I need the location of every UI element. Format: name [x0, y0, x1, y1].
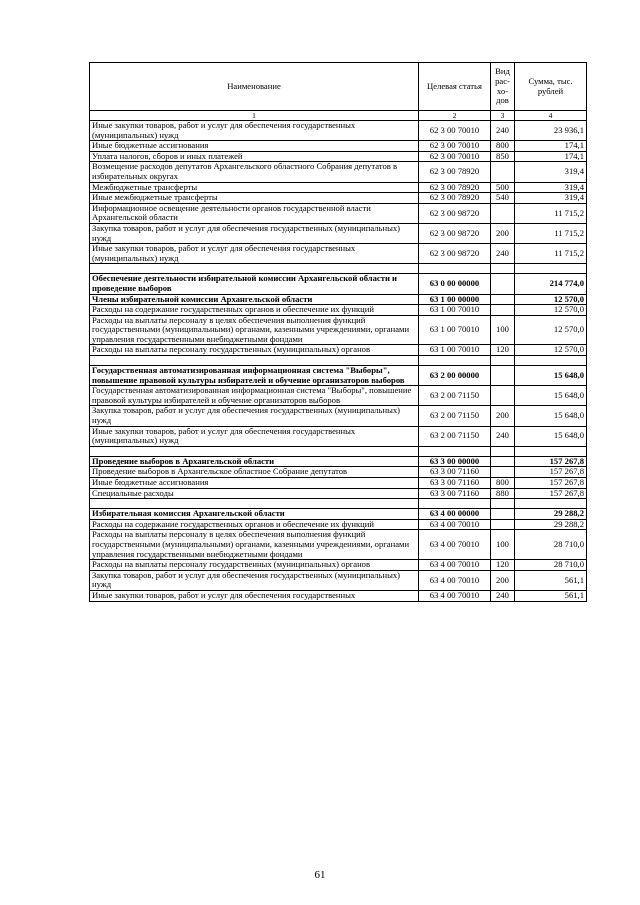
- empty-cell: [90, 264, 419, 274]
- table-row: [90, 406, 587, 426]
- row-code: 63 1 00 70010: [419, 315, 491, 345]
- row-vid: 850: [491, 151, 515, 162]
- row-sum: 28 710,0: [515, 530, 587, 560]
- row-code: 63 3 00 71160: [419, 478, 491, 489]
- empty-cell: [515, 446, 587, 456]
- row-code: 63 2 00 71150: [419, 426, 491, 446]
- column-number: 1: [90, 111, 419, 121]
- row-sum: 29 288,2: [515, 509, 587, 520]
- empty-cell: [419, 499, 491, 509]
- row-code: 63 4 00 70010: [419, 519, 491, 530]
- row-name: Закупка товаров, работ и услуг для обеспечения государственных (муниципальных) нужд: [90, 223, 419, 243]
- table-row: [90, 519, 587, 530]
- row-vid: 200: [491, 223, 515, 243]
- row-vid: [491, 467, 515, 478]
- row-name: Проведение выборов в Архангельской области: [90, 456, 419, 467]
- row-code: 63 4 00 70010: [419, 590, 491, 601]
- table-row: [90, 151, 587, 162]
- row-code: 63 4 00 70010: [419, 560, 491, 571]
- row-code: 63 3 00 00000: [419, 456, 491, 467]
- table-row: [90, 223, 587, 243]
- row-name: Иные бюджетные ассигнования: [90, 478, 419, 489]
- empty-cell: [90, 499, 419, 509]
- spacer-row: [90, 356, 587, 366]
- row-code: 63 4 00 70010: [419, 530, 491, 560]
- row-sum: 214 774,0: [515, 274, 587, 294]
- row-code: 62 3 00 70010: [419, 141, 491, 152]
- row-vid: [491, 203, 515, 223]
- row-name: Государственная автоматизированная информационная система "Выборы", повышение правовой культуры избирателей и обучение организаторов выборов: [90, 366, 419, 386]
- row-code: 62 3 00 70010: [419, 151, 491, 162]
- row-sum: 11 715,2: [515, 223, 587, 243]
- row-vid: [491, 162, 515, 182]
- table-body: [90, 121, 587, 602]
- row-sum: 12 570,0: [515, 305, 587, 316]
- row-sum: 15 648,0: [515, 406, 587, 426]
- row-vid: 800: [491, 141, 515, 152]
- row-sum: 561,1: [515, 570, 587, 590]
- row-vid: [491, 366, 515, 386]
- row-sum: 157 267,8: [515, 488, 587, 499]
- row-vid: [491, 294, 515, 305]
- header-name: Наименование: [90, 63, 419, 111]
- page-number: 61: [314, 869, 326, 881]
- row-vid: [491, 509, 515, 520]
- row-name: Члены избирательной комиссии Архангельской области: [90, 294, 419, 305]
- row-vid: 100: [491, 315, 515, 345]
- table-row: [90, 509, 587, 520]
- empty-cell: [419, 264, 491, 274]
- row-name: Расходы на выплаты персоналу государственных (муниципальных) органов: [90, 560, 419, 571]
- table-row: [90, 570, 587, 590]
- row-code: 63 2 00 00000: [419, 366, 491, 386]
- table-row: [90, 294, 587, 305]
- header-code: Целевая статья: [419, 63, 491, 111]
- row-sum: 15 648,0: [515, 386, 587, 406]
- table-row: [90, 530, 587, 560]
- row-vid: 240: [491, 121, 515, 141]
- row-name: Межбюджетные трансферты: [90, 182, 419, 193]
- row-sum: 174,1: [515, 151, 587, 162]
- empty-cell: [491, 499, 515, 509]
- empty-cell: [515, 499, 587, 509]
- table-row: [90, 488, 587, 499]
- column-number: 4: [515, 111, 587, 121]
- row-vid: [491, 386, 515, 406]
- row-sum: 29 288,2: [515, 519, 587, 530]
- row-name: Расходы на выплаты персоналу государственных (муниципальных) органов: [90, 345, 419, 356]
- row-code: 62 3 00 98720: [419, 223, 491, 243]
- empty-cell: [491, 264, 515, 274]
- row-code: 62 3 00 70010: [419, 121, 491, 141]
- row-code: 62 3 00 98720: [419, 244, 491, 264]
- row-code: 63 4 00 70010: [419, 570, 491, 590]
- row-vid: [491, 305, 515, 316]
- row-name: Расходы на выплаты персоналу в целях обеспечения выполнения функций государственными (муниципальными) органами, казенными учреждениями, органами управления государственными внебюджетными фондами: [90, 315, 419, 345]
- table-row: [90, 244, 587, 264]
- row-sum: 319,4: [515, 193, 587, 204]
- row-name: Иные закупки товаров, работ и услуг для обеспечения государственных (муниципальных) нужд: [90, 426, 419, 446]
- row-sum: 157 267,8: [515, 456, 587, 467]
- row-sum: 319,4: [515, 182, 587, 193]
- empty-cell: [515, 356, 587, 366]
- table-row: [90, 478, 587, 489]
- row-name: Иные бюджетные ассигнования: [90, 141, 419, 152]
- row-name: Иные межбюджетные трансферты: [90, 193, 419, 204]
- row-vid: 200: [491, 406, 515, 426]
- row-sum: 561,1: [515, 590, 587, 601]
- table-row: [90, 366, 587, 386]
- header-sum: Сумма, тыс. рублей: [515, 63, 587, 111]
- spacer-row: [90, 264, 587, 274]
- empty-cell: [515, 264, 587, 274]
- row-sum: 12 570,0: [515, 315, 587, 345]
- row-code: 63 3 00 71160: [419, 488, 491, 499]
- row-name: Расходы на содержание государственных органов и обеспечение их функций: [90, 519, 419, 530]
- table-row: [90, 426, 587, 446]
- row-name: Иные закупки товаров, работ и услуг для обеспечения государственных (муниципальных) нужд: [90, 121, 419, 141]
- row-name: Обеспечение деятельности избирательной комиссии Архангельской области и проведение выборов: [90, 274, 419, 294]
- row-name: Государственная автоматизированная информационная система "Выборы", повышение правовой культуры избирателей и обучение организаторов выборов: [90, 386, 419, 406]
- row-vid: 100: [491, 530, 515, 560]
- row-name: Расходы на содержание государственных органов и обеспечение их функций: [90, 305, 419, 316]
- row-name: Возмещение расходов депутатов Архангельского областного Собрания депутатов в избирательных округах: [90, 162, 419, 182]
- empty-cell: [90, 356, 419, 366]
- row-code: 63 0 00 00000: [419, 274, 491, 294]
- row-sum: 11 715,2: [515, 203, 587, 223]
- empty-cell: [419, 446, 491, 456]
- row-sum: 319,4: [515, 162, 587, 182]
- row-sum: 15 648,0: [515, 426, 587, 446]
- row-code: 63 2 00 71150: [419, 386, 491, 406]
- empty-cell: [491, 356, 515, 366]
- row-name: Избирательная комиссия Архангельской области: [90, 509, 419, 520]
- row-vid: [491, 519, 515, 530]
- column-number: 3: [491, 111, 515, 121]
- row-sum: 15 648,0: [515, 366, 587, 386]
- table-row: [90, 162, 587, 182]
- row-vid: 240: [491, 426, 515, 446]
- row-vid: 120: [491, 345, 515, 356]
- row-name: Информационное освещение деятельности органов государственной власти Архангельской области: [90, 203, 419, 223]
- row-name: Иные закупки товаров, работ и услуг для обеспечения государственных (муниципальных) нужд: [90, 244, 419, 264]
- column-number: 2: [419, 111, 491, 121]
- row-code: 62 3 00 98720: [419, 203, 491, 223]
- row-name: Проведение выборов в Архангельское областное Собрание депутатов: [90, 467, 419, 478]
- table-row: [90, 315, 587, 345]
- table-row: [90, 193, 587, 204]
- row-name: Расходы на выплаты персоналу в целях обеспечения выполнения функций государственными (муниципальными) органами, казенными учреждениями, органами управления государственными внебюджетными фондами: [90, 530, 419, 560]
- row-name: Иные закупки товаров, работ и услуг для обеспечения государственных: [90, 590, 419, 601]
- spacer-row: [90, 446, 587, 456]
- row-code: 62 3 00 78920: [419, 162, 491, 182]
- spacer-row: [90, 499, 587, 509]
- row-sum: 157 267,8: [515, 467, 587, 478]
- table-row: [90, 274, 587, 294]
- table-row: [90, 203, 587, 223]
- row-sum: 28 710,0: [515, 560, 587, 571]
- table-row: [90, 121, 587, 141]
- row-sum: 23 936,1: [515, 121, 587, 141]
- row-vid: [491, 456, 515, 467]
- table-header-row: [90, 63, 587, 111]
- row-vid: 800: [491, 478, 515, 489]
- empty-cell: [419, 356, 491, 366]
- row-vid: 880: [491, 488, 515, 499]
- table-row: [90, 141, 587, 152]
- row-code: 63 1 00 00000: [419, 294, 491, 305]
- row-vid: 500: [491, 182, 515, 193]
- row-vid: 240: [491, 244, 515, 264]
- row-sum: 12 570,0: [515, 345, 587, 356]
- row-sum: 157 267,8: [515, 478, 587, 489]
- row-vid: 120: [491, 560, 515, 571]
- row-code: 63 3 00 71160: [419, 467, 491, 478]
- row-code: 63 2 00 71150: [419, 406, 491, 426]
- empty-cell: [90, 446, 419, 456]
- row-code: 63 4 00 00000: [419, 509, 491, 520]
- budget-table: [89, 62, 587, 602]
- row-code: 62 3 00 78920: [419, 182, 491, 193]
- row-code: 63 1 00 70010: [419, 345, 491, 356]
- row-sum: 11 715,2: [515, 244, 587, 264]
- row-code: 62 3 00 78920: [419, 193, 491, 204]
- table-row: [90, 560, 587, 571]
- row-name: Уплата налогов, сборов и иных платежей: [90, 151, 419, 162]
- column-number-row: [90, 111, 587, 121]
- table-row: [90, 345, 587, 356]
- row-sum: 12 570,0: [515, 294, 587, 305]
- empty-cell: [491, 446, 515, 456]
- row-vid: [491, 274, 515, 294]
- row-vid: 200: [491, 570, 515, 590]
- row-name: Закупка товаров, работ и услуг для обеспечения государственных (муниципальных) нужд: [90, 570, 419, 590]
- table-row: [90, 467, 587, 478]
- row-name: Специальные расходы: [90, 488, 419, 499]
- row-code: 63 1 00 70010: [419, 305, 491, 316]
- table-row: [90, 386, 587, 406]
- header-vid: Вид рас-хо-дов: [491, 63, 515, 111]
- table-row: [90, 305, 587, 316]
- row-sum: 174,1: [515, 141, 587, 152]
- row-name: Закупка товаров, работ и услуг для обеспечения государственных (муниципальных) нужд: [90, 406, 419, 426]
- table-row: [90, 182, 587, 193]
- row-vid: 540: [491, 193, 515, 204]
- row-vid: 240: [491, 590, 515, 601]
- table-row: [90, 590, 587, 601]
- table-row: [90, 456, 587, 467]
